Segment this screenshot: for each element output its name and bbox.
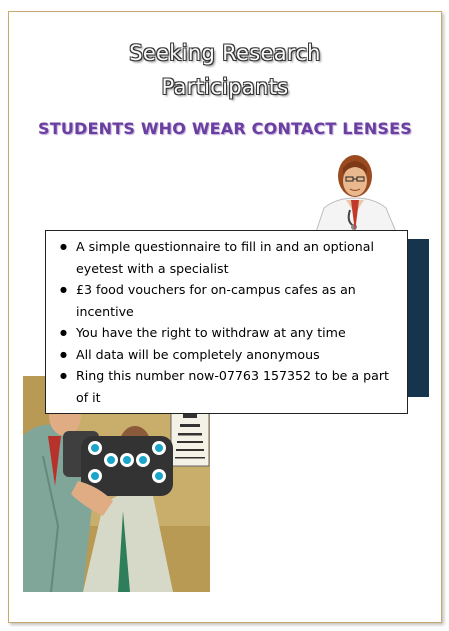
bullet-item: ● A simple questionnaire to fill in and an optional eyetest with a specialist — [76, 236, 399, 279]
flyer-title — [9, 36, 441, 104]
flyer-page — [8, 11, 442, 623]
details-box — [45, 230, 408, 414]
details-list — [46, 231, 407, 408]
bullet-item: ● £3 food vouchers for on-campus cafes as an incentive — [76, 279, 399, 322]
flyer-subtitle: STUDENTS WHO WEAR CONTACT LENSES — [37, 119, 412, 138]
bullet-item: ● All data will be completely anonymous — [76, 344, 399, 366]
accent-bar — [407, 239, 429, 397]
title-line-1: Seeking Research — [129, 41, 321, 65]
bullet-item: ● Ring this number now-07763 157352 to be a part of it — [76, 365, 399, 408]
bullet-item: ● You have the right to withdraw at any time — [76, 322, 399, 344]
doctor-illustration — [306, 150, 404, 232]
title-line-2: Participants — [161, 75, 289, 99]
